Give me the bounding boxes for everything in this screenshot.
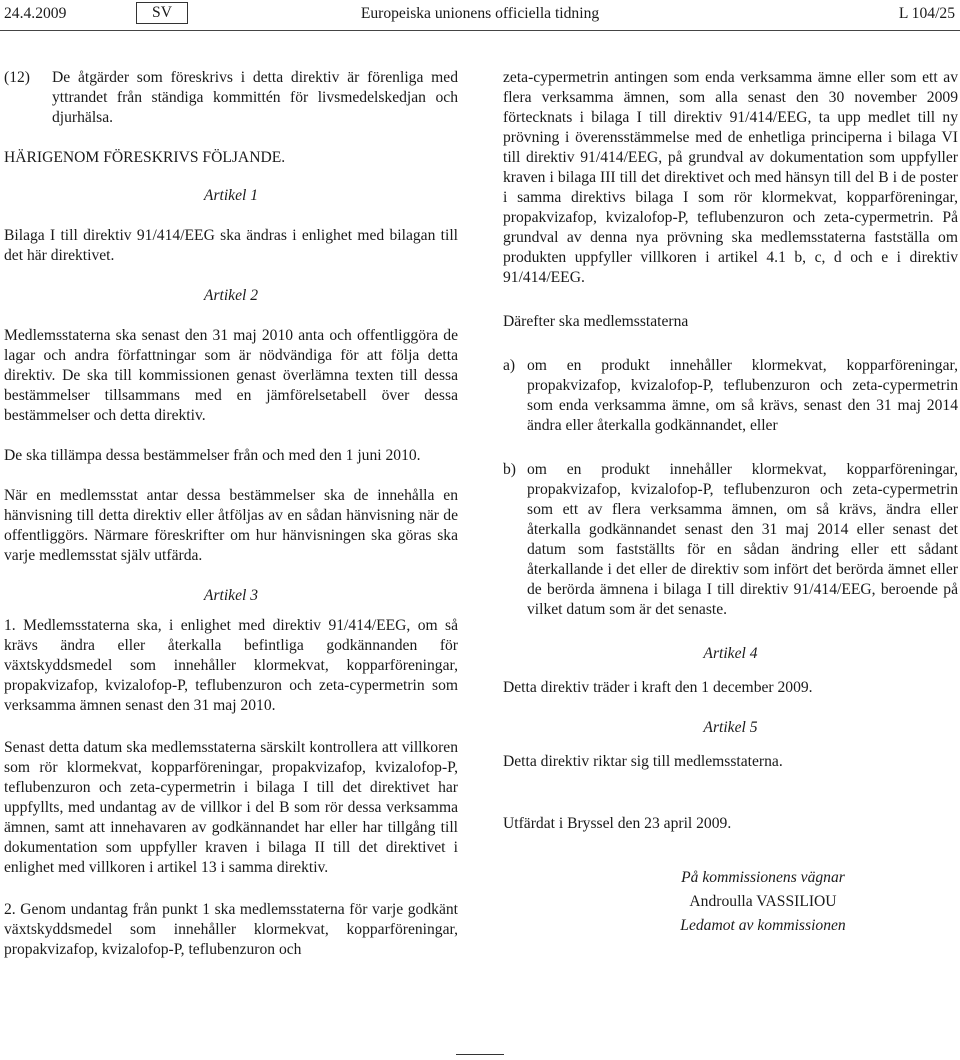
list-item-a: [503, 356, 958, 436]
footnote-divider: [456, 1054, 504, 1055]
article-5-heading: Artikel 5: [703, 719, 758, 736]
page-reference: L 104/25: [898, 5, 955, 22]
article-1-heading: Artikel 1: [203, 187, 259, 204]
language-badge: SV: [136, 2, 188, 24]
list-item-b: [503, 460, 958, 620]
signature-on-behalf: På kommissionens vägnar: [681, 869, 845, 886]
enacting-formula: HÄRIGENOM FÖRESKRIVS FÖLJANDE.: [4, 149, 286, 166]
signatory-name: Androulla VASSILIOU: [689, 893, 837, 910]
left-column: [4, 68, 458, 960]
article-3-paragraph-1: 1. Medlemsstaterna ska, i enlighet med direktiv 91/414/EEG, om så krävs ändra eller återkalla befintliga godkännanden för växtskyddsmedel som innehåller klormekvat, kopparföreningar, propakvizafop, kvizalofop-P, teflubenzuron och zeta-cypermetrin som verksamma ämnen senast den 31 maj 2010.: [4, 617, 458, 714]
header-divider: [0, 30, 960, 31]
list-letter: b): [503, 461, 516, 478]
place-and-date: Utfärdat i Bryssel den 23 april 2009.: [503, 815, 732, 832]
article-3-continuation: zeta-cypermetrin antingen som enda verksamma ämne eller som ett av flera verksamma ämnen, som alla senast den 30 november 2009 förtecknats i bilaga I till direktiv 91/414/EEG, ta upp medlet till ny prövning i överensstämmelse med de enhetliga principerna i bilaga VI till direktiv 91/414/EEG, på grundval av dokumentation som uppfyller kraven i bilaga III till det direktivet och med hänsyn till del B i de poster i samma direktivs bilaga I som rör klormekvat, kopparföreningar, propakvizafop, kvizalofop-P, teflubenzuron och zeta-cypermetrin. På grundval av denna nya prövning ska medlemsstaterna fastställa om produkten uppfyller villkoren i artikel 4.1 b, c, d och e i direktiv 91/414/EEG.: [503, 69, 958, 286]
list-letter: a): [503, 357, 516, 374]
article-1-text: Bilaga I till direktiv 91/414/EEG ska ändras i enlighet med bilagan till det här direktivet.: [4, 227, 458, 264]
right-column: [503, 68, 958, 936]
page-header: [0, 0, 960, 30]
signatory-role: Ledamot av kommissionen: [680, 917, 846, 934]
signature-block: [613, 868, 913, 936]
article-2-paragraph-1: Medlemsstaterna ska senast den 31 maj 2010 anta och offentliggöra de lagar och andra författningar som är nödvändiga för att följa detta direktiv. De ska till kommissionen genast överlämna texten till dessa bestämmelser tillsammans med en jämförelsetabell över dessa bestämmelser och detta direktiv.: [4, 327, 458, 424]
article-2-heading: Artikel 2: [203, 287, 259, 304]
publication-date: 24.4.2009: [4, 5, 67, 22]
article-3-paragraph-2: Senast detta datum ska medlemsstaterna särskilt kontrollera att villkoren som rör klormekvat, kopparföreningar, propakvizafop, kvizalofop-P, teflubenzuron och zeta-cypermetrin i bilaga I till det direktivet har uppfyllts, med undantag av de villkor i del B som rör dessa verksamma ämnen, samt att innehavaren av godkännandet har eller har tillgång till dokumentation som uppfyller kraven i bilaga II till det direktivet i enlighet med villkoren i artikel 13 i samma direktiv.: [4, 739, 458, 876]
recital-12: [4, 68, 458, 128]
article-2-paragraph-2: De ska tillämpa dessa bestämmelser från och med den 1 juni 2010.: [4, 447, 421, 464]
article-5-text: Detta direktiv riktar sig till medlemsstaterna.: [503, 753, 783, 770]
article-2-paragraph-3: När en medlemsstat antar dessa bestämmelser ska de innehålla en hänvisning till detta direktiv eller åtföljas av en sådan hänvisning när de offentliggörs. Närmare föreskrifter om hur hänvisningen ska göras ska varje medlemsstat själv utfärda.: [4, 487, 458, 564]
list-item-text: om en produkt innehåller klormekvat, kopparföreningar, propakvizafop, kvizalofop-P, teflubenzuron och zeta-cypermetrin som enda verksamma ämne, om så krävs, senast den 31 maj 2014 ändra eller återkalla godkännandet, eller: [527, 357, 958, 434]
article-4-heading: Artikel 4: [703, 645, 758, 662]
recital-number: (12): [4, 69, 30, 86]
recital-text: De åtgärder som föreskrivs i detta direktiv är förenliga med yttrandet från ständiga kommittén för livsmedelskedjan och djurhälsa.: [52, 69, 458, 126]
article-4-text: Detta direktiv träder i kraft den 1 december 2009.: [503, 679, 813, 696]
article-3-heading: Artikel 3: [203, 587, 259, 604]
journal-title: Europeiska unionens officiella tidning: [360, 5, 600, 22]
article-3-paragraph-3: 2. Genom undantag från punkt 1 ska medlemsstaterna för varje godkänt växtskyddsmedel som innehåller klormekvat, kopparföreningar, propakvizafop, kvizalofop-P, teflubenzuron och: [4, 901, 458, 958]
list-intro: Därefter ska medlemsstaterna: [503, 313, 689, 330]
list-item-text: om en produkt innehåller klormekvat, kopparföreningar, propakvizafop, kvizalofop-P, teflubenzuron och zeta-cypermetrin som ett av flera verksamma ämnen, om så krävs, ändra eller återkalla godkännandet senast den 31 maj 2014 eller senast det datum som fastställts för en sådan ändring eller ett sådant återkallande i det eller de direktiv som infört det berörda ämnet eller de berörda ämnena i bilaga I till direktiv 91/414/EEG, beroende på vilket datum som är det senaste.: [527, 461, 958, 618]
